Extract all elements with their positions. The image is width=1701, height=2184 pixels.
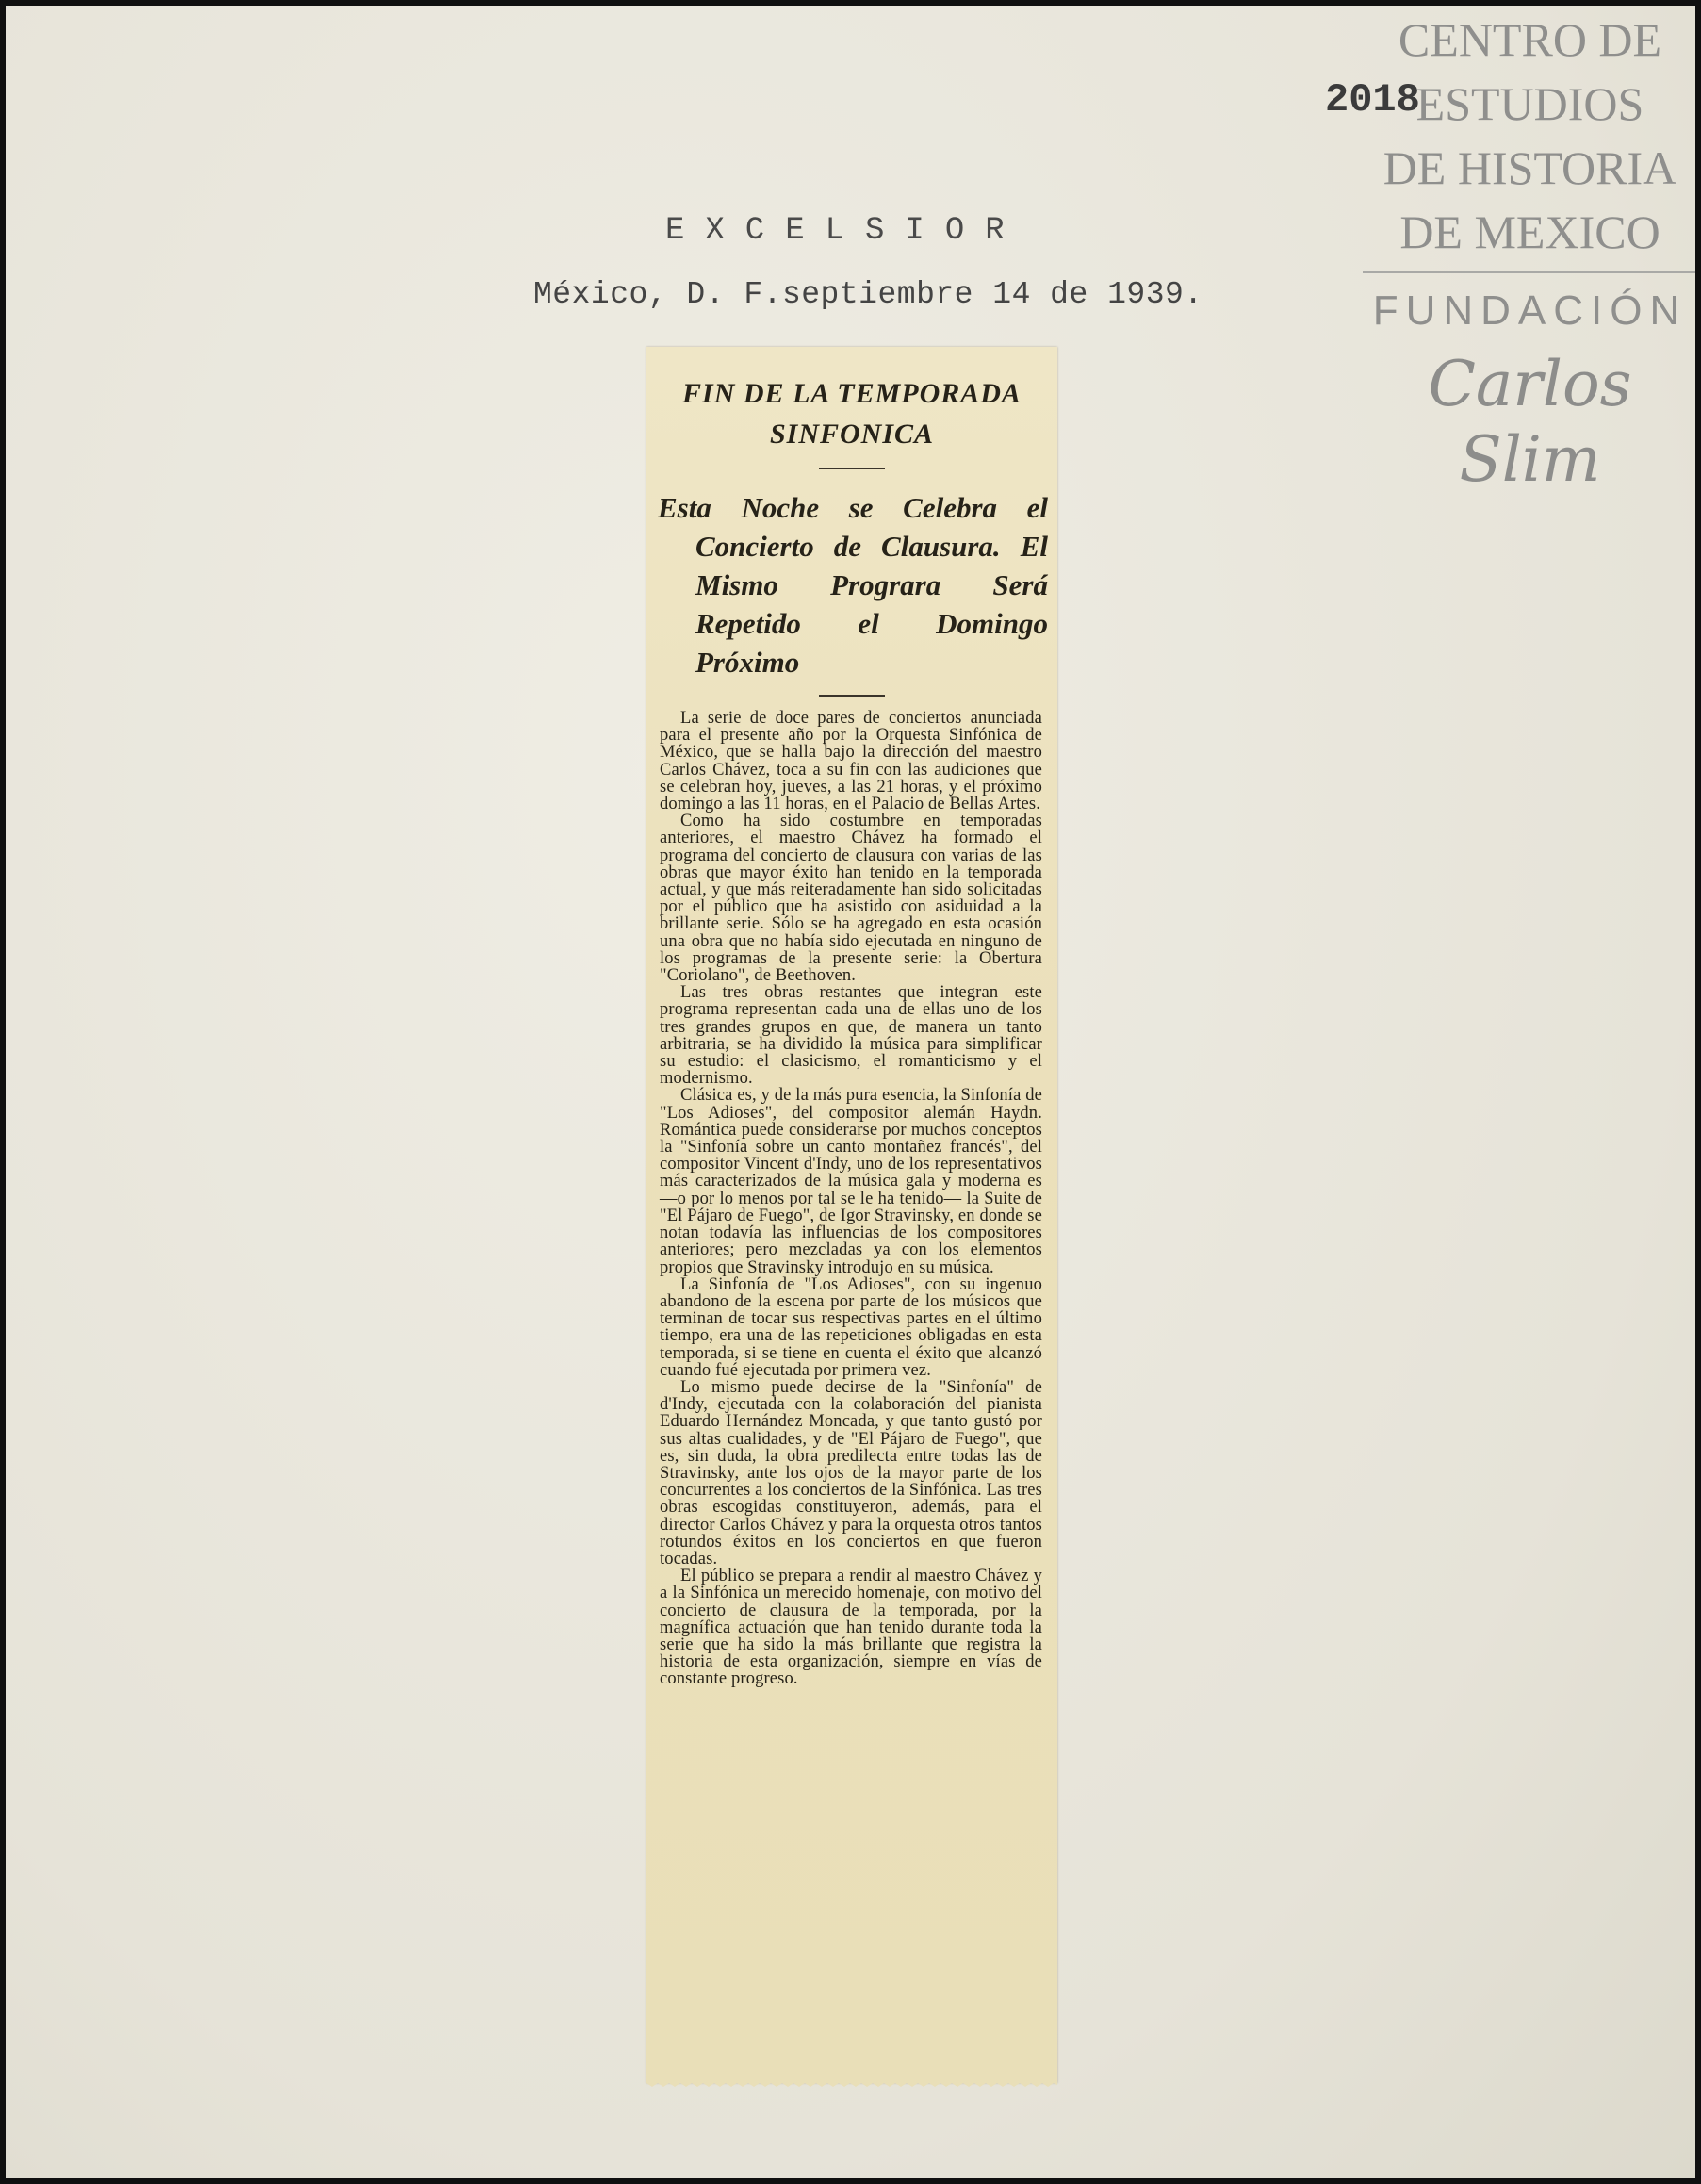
article-paragraph: Clásica es, y de la más pura esencia, la Sinfonía de "Los Adioses", del compositor alemán Haydn. Romántica puede considerarse por muchos conceptos la "Sinfonía sobre un canto montañez francés", del compositor Vincent d'Indy, uno de los representativos más caracterizados de la música gala y moderna es —o por lo menos por tal se le ha tenido— la Suite de "El Pájaro de Fuego", de Igor Stravinsky, en donde se notan todavía las influencias de los compositores anteriores; pero mezcladas ya con los elementos propios que Stravinsky introdujo en su música. <box>660 1086 1042 1277</box>
article-subheadline: Esta Noche se Celebra el Concierto de Clausura. El Mismo Prograra Será Repetido el Domingo Próximo <box>658 491 1048 679</box>
watermark-line-1: CENTRO DE <box>1398 13 1662 66</box>
archive-sheet <box>6 6 1695 2178</box>
watermark-line-3: DE HISTORIA <box>1382 141 1677 194</box>
newspaper-clipping <box>646 347 1057 2083</box>
article-paragraph: La serie de doce pares de conciertos anunciada para el presente año por la Orquesta Sinfónica de México, que se halla bajo la dirección del maestro Carlos Chávez, toca a su fin con las audiciones que se celebran hoy, jueves, a las 21 horas, y el próximo domingo a las 11 horas, en el Palacio de Bellas Artes. <box>660 709 1042 814</box>
watermark-divider <box>1363 271 1695 273</box>
watermark-line-4: DE MEXICO <box>1399 205 1660 258</box>
article-paragraph: Las tres obras restantes que integran este programa representan cada una de ellas uno de los tres grandes grupos en que, de manera un tanto arbitraria, se ha dividido la música para simplificar su estudio: el clasicismo, el romanticismo y el modernismo. <box>660 983 1042 1089</box>
folio-number: 2018 <box>1325 77 1420 123</box>
article-paragraph: Como ha sido costumbre en temporadas anteriores, el maestro Chávez ha formado el programa del concierto de clausura con varias de las obras que mayor éxito han tenido en la temporada actual, y que más reiteradamente han sido solicitadas por el público que ha asistido con asiduidad a la brillante serie. Sólo se ha agregado en esta ocasión una obra que no había sido ejecutada en ninguno de los programas de la presente serie: la Obertura "Coriolano", de Beethoven. <box>660 812 1042 986</box>
newspaper-name: EXCELSIOR <box>665 213 1025 249</box>
subheadline-divider <box>819 695 885 697</box>
headline-line-1: FIN DE LA TEMPORADA <box>682 378 1022 409</box>
clipping-torn-edge <box>646 2077 1057 2089</box>
article-body <box>646 710 1057 1688</box>
article-paragraph: Lo mismo puede decirse de la "Sinfonía" de d'Indy, ejecutada con la colaboración del pianista Eduardo Hernández Moncada, y que tanto gustó por sus altas cualidades, y de "El Pájaro de Fuego", que es, sin duda, la obra predilecta entre todas las de Stravinsky, ante los ojos de la mayor parte de los concurrentes a los conciertos de la Sinfónica. Las tres obras escogidas constituyeron, además, para el director Carlos Chávez y para la orquesta otros tantos rotundos éxitos en los conciertos en que fueron tocadas. <box>660 1377 1042 1568</box>
headline-line-2: SINFONICA <box>769 419 935 450</box>
dateline: México, D. F.septiembre 14 de 1939. <box>533 277 1203 312</box>
article-paragraph: El público se prepara a rendir al maestro Chávez y a la Sinfónica un merecido homenaje, con motivo del concierto de clausura de la temporada, por la magnífica actuación que han tenido durante toda la serie que ha sido la más brillante que registra la historia de esta organización, siempre en vías de constante progreso. <box>660 1567 1042 1689</box>
watermark-line-2: ESTUDIOS <box>1415 77 1644 130</box>
watermark-fundacion: FUNDACIÓN <box>1372 287 1688 334</box>
article-headline <box>646 373 1057 454</box>
watermark-signature: Carlos Slim <box>1428 348 1632 496</box>
article-paragraph: La Sinfonía de "Los Adioses", con su ingenuo abandono de la escena por parte de los músicos que terminan de tocar sus respectivas partes en el último tiempo, era una de las repeticiones obligadas en esta temporada, si se tiene en cuenta el éxito que alcanzó cuando fué ejecutada por primera vez. <box>660 1274 1042 1380</box>
headline-divider <box>819 468 885 469</box>
